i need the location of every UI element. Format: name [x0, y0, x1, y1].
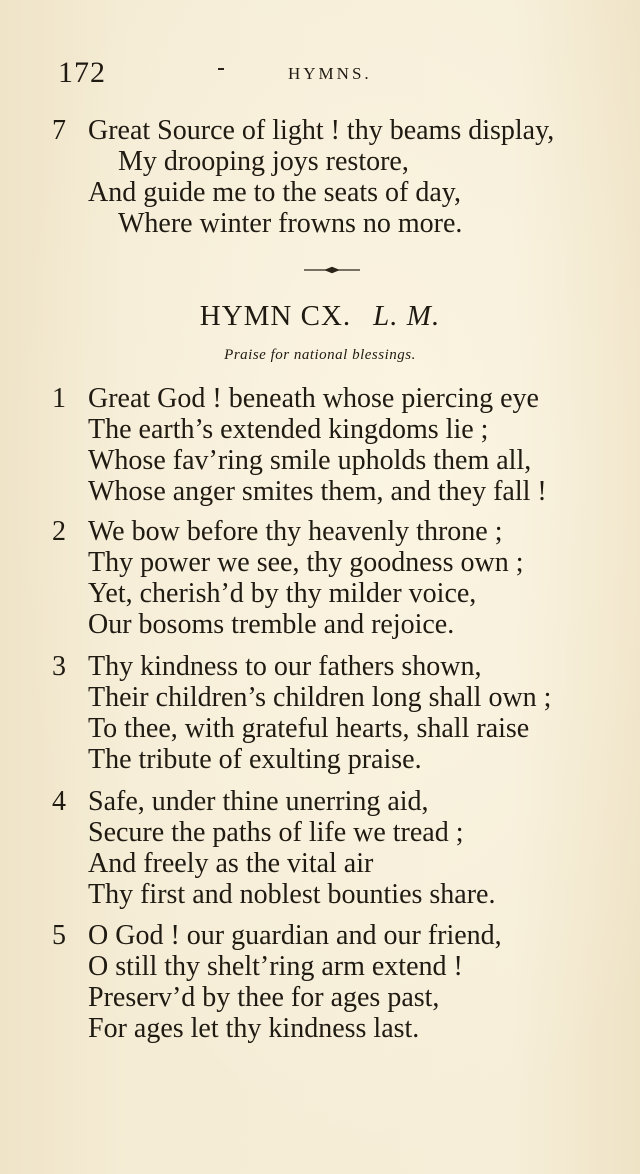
verse-line: For ages let thy kindness last.	[88, 1013, 420, 1044]
stanza-lines	[88, 920, 618, 1044]
verse-line: Our bosoms tremble and rejoice.	[88, 609, 455, 640]
stanza-number: 1	[52, 383, 66, 414]
verse-line: Thy power we see, thy goodness own ;	[88, 547, 524, 578]
stanza-lines	[88, 651, 618, 775]
hymn-subtitle: Praise for national blessings.	[224, 347, 416, 363]
verse-line: O still thy shelt’ring arm extend !	[88, 951, 463, 982]
verse-line: And freely as the vital air	[88, 848, 374, 879]
hymn-number: HYMN CX.	[199, 300, 352, 332]
verse-line: The tribute of exulting praise.	[88, 744, 422, 775]
hymn-title	[0, 300, 640, 333]
verse-line: And guide me to the seats of day,	[88, 177, 461, 208]
stanza-number: 3	[52, 651, 66, 682]
verse-line: Thy kindness to our fathers shown,	[88, 651, 482, 682]
page-number: 172	[58, 56, 106, 89]
stanza-number: 7	[52, 115, 66, 146]
verse-line: The earth’s extended kingdoms lie ;	[88, 414, 489, 445]
verse-line: Yet, cherish’d by thy milder voice,	[88, 578, 477, 609]
stanza-lines	[88, 516, 618, 640]
stanza-lines	[88, 383, 618, 507]
stanza-number: 2	[52, 516, 66, 547]
hymn-meter: L. M.	[373, 300, 441, 332]
running-head: HYMNS.	[288, 64, 372, 83]
stanza-number: 5	[52, 920, 66, 951]
stanza-lines	[88, 115, 618, 239]
verse-line: We bow before thy heavenly throne ;	[88, 516, 503, 547]
stanza-number: 4	[52, 786, 66, 817]
header-dash-mark	[218, 68, 224, 70]
page-header	[58, 56, 598, 96]
section-divider-ornament	[304, 266, 360, 274]
verse-line: Where winter frowns no more.	[118, 208, 463, 239]
verse-line: Preserv’d by thee for ages past,	[88, 982, 440, 1013]
verse-line: To thee, with grateful hearts, shall raise	[88, 713, 530, 744]
verse-line: My drooping joys restore,	[118, 146, 409, 177]
verse-line: Secure the paths of life we tread ;	[88, 817, 464, 848]
verse-line: Their children’s children long shall own ;	[88, 682, 552, 713]
verse-line: Thy first and noblest bounties share.	[88, 879, 496, 910]
verse-line: Whose anger smites them, and they fall !	[88, 476, 547, 507]
verse-line: Great Source of light ! thy beams display,	[88, 115, 555, 146]
verse-line: Whose fav’ring smile upholds them all,	[88, 445, 532, 476]
stanza-lines	[88, 786, 618, 910]
verse-line: Safe, under thine unerring aid,	[88, 786, 429, 817]
verse-line: O God ! our guardian and our friend,	[88, 920, 502, 951]
verse-line: Great God ! beneath whose piercing eye	[88, 383, 539, 414]
